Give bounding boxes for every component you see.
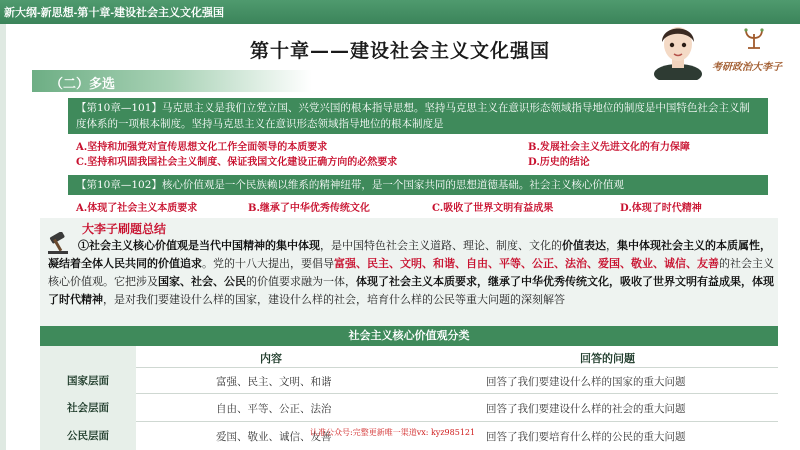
page-title: 第十章——建设社会主义文化强国 [250, 40, 551, 62]
row-question: 回答了我们要建设什么样的国家的重大问题 [486, 376, 686, 388]
avatar [650, 16, 706, 80]
summary-part: ，是对我们要建设什么样的国家，建设什么样的社会，培育什么样的公民等重大问题的深刻解答 [103, 293, 565, 306]
q102-option-b: B.继承了中华优秀传统文化 [248, 203, 370, 214]
q101-option-c: C.坚持和巩固我国社会主义制度、保证我国文化建设正确方向的必然要求 [76, 157, 398, 168]
table-corner [40, 346, 136, 368]
row-question: 回答了我们要培育什么样的公民的重大问题 [486, 431, 686, 443]
brand-emblem-icon [740, 28, 768, 50]
table-header-row [40, 346, 778, 368]
summary-text [48, 237, 776, 309]
question-102: 【第10章—102】核心价值观是一个民族赖以维系的精神纽带，是一个国家共同的思想道德基础。社会主义核心价值观 [68, 175, 768, 195]
brand-name: 考研政治大李子 [712, 62, 782, 73]
q102-option-a: A.体现了社会主义本质要求 [76, 203, 198, 214]
summary-part: 的价值要求融为一体， [246, 275, 356, 288]
breadcrumb: 新大纲-新思想-第十章-建设社会主义文化强国 [4, 7, 224, 19]
brand-logo-group [712, 28, 792, 78]
q101-option-b: B.发展社会主义先进文化的有力保障 [528, 142, 690, 153]
summary-part: ①社会主义核心价值观是当代中国精神的集中体现 [78, 239, 320, 252]
summary-part: 国家、社会、公民 [158, 275, 246, 288]
summary-part: ，是中国特色社会主义道路、理论、制度、文化的 [320, 239, 562, 252]
row-content: 自由、平等、公正、法治 [216, 403, 332, 415]
summary-part: 。党的十八大提出，要倡导 [202, 257, 334, 270]
summary-part: 集中体现社会主义的本质属性，凝结着全体人民共同的价值追求 [48, 239, 771, 270]
left-edge-strip [0, 0, 6, 450]
summary-part: 富强、民主、文明、和谐、自由、平等、公正、法治、爱国、敬业、诚信、友善 [334, 257, 719, 270]
row-content: 爱国、敬业、诚信、友善 [216, 431, 332, 443]
row-level: 社会层面 [40, 394, 136, 422]
q101-option-d: D.历史的结论 [528, 157, 590, 168]
section-label [32, 70, 312, 92]
q101-option-a: A.坚持和加强党对宣传思想文化工作全面领导的本质要求 [76, 142, 328, 153]
column-header-content: 内容 [260, 353, 282, 365]
table-row [40, 368, 778, 394]
table-row [40, 394, 778, 422]
watermark-text: 认准公众号:完整更新唯一渠道vx: kyz985121 [310, 428, 476, 437]
summary-part: 价值表达 [562, 239, 606, 252]
q102-option-c: C.吸收了世界文明有益成果 [432, 203, 554, 214]
summary-part: 的社会主义核心价值观。它把涉及 [48, 257, 774, 288]
summary-title: 大李子刷题总结 [82, 222, 167, 236]
row-level: 公民层面 [40, 422, 136, 450]
table-title: 社会主义核心价值观分类 [40, 326, 778, 346]
question-101: 【第10章—101】马克思主义是我们立党立国、兴党兴国的根本指导思想。坚持马克思主义在意识形态领域指导地位的制度是中国特色社会主义制度体系的一项根本制度。坚持马克思主义在意识形态领域指导地位的根本制度是 [68, 98, 768, 134]
row-content: 富强、民主、文明、和谐 [216, 376, 332, 388]
q102-option-d: D.体现了时代精神 [620, 203, 702, 214]
summary-part: ， [606, 239, 617, 252]
row-level: 国家层面 [40, 368, 136, 394]
column-header-question: 回答的问题 [580, 353, 635, 365]
row-question: 回答了我们要建设什么样的社会的重大问题 [486, 403, 686, 415]
summary-part: 体现了社会主义本质要求，继承了中华优秀传统文化，吸收了世界文明有益成果，体现了时代精神 [48, 275, 774, 306]
section-label-text: （二）多选 [50, 77, 116, 92]
